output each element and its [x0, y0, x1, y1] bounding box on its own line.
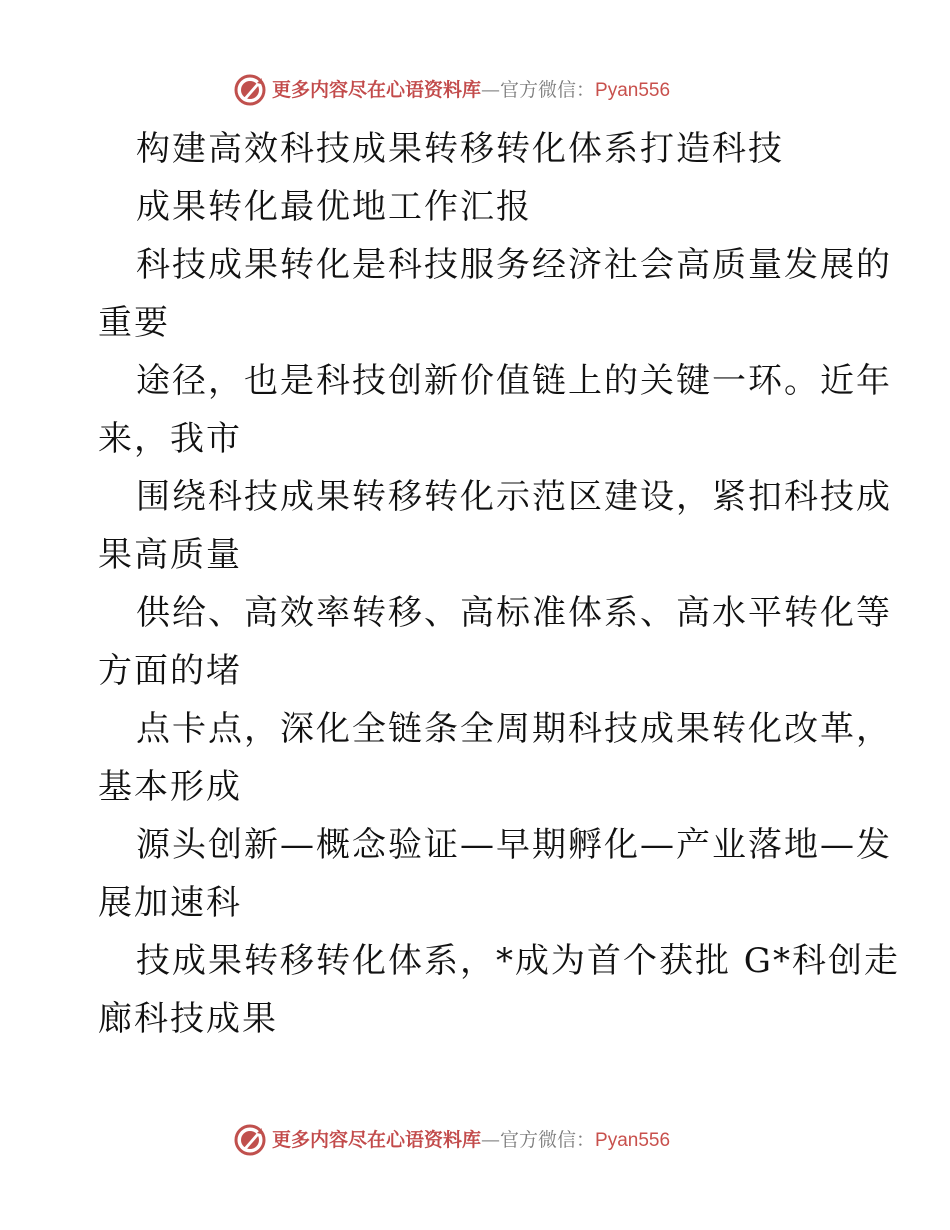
paragraph-line: 点卡点，深化全链条全周期科技成果转化改革，: [136, 709, 892, 749]
paragraph-line: 展加速科: [98, 883, 242, 923]
paragraph-line: 源头创新—概念验证—早期孵化—产业落地—发: [136, 825, 892, 865]
banner-dash: —: [481, 79, 501, 101]
banner-slogan: 更多内容尽在心语资料库: [272, 79, 482, 101]
footer-banner: [0, 1120, 950, 1160]
banner-wechat-label: 官方微信：: [500, 1129, 596, 1151]
paragraph-line: 重要: [98, 303, 170, 343]
quill-logo-icon: [233, 73, 267, 107]
document-title-line-2: 成果转化最优地工作汇报: [136, 187, 532, 227]
banner-slogan: 更多内容尽在心语资料库: [272, 1129, 482, 1151]
paragraph-line: 技成果转移转化体系，*成为首个获批 G*科创走: [136, 941, 900, 981]
paragraph-line: 果高质量: [98, 535, 242, 575]
quill-logo-icon: [233, 1123, 267, 1157]
paragraph-line: 来，我市: [98, 419, 242, 459]
paragraph-line: 廊科技成果: [98, 999, 278, 1039]
paragraph-line: 方面的堵: [98, 651, 242, 691]
header-banner: [0, 70, 950, 110]
banner-wechat-id: Pyan556: [595, 1130, 671, 1151]
banner-dash: —: [481, 1129, 501, 1151]
banner-text: [272, 78, 670, 103]
banner-wechat-id: Pyan556: [595, 80, 671, 101]
paragraph-line: 途径，也是科技创新价值链上的关键一环。近年: [136, 361, 892, 401]
banner-wechat-label: 官方微信：: [500, 79, 596, 101]
paragraph-line: 科技成果转化是科技服务经济社会高质量发展的: [136, 245, 892, 285]
paragraph-line: 基本形成: [98, 767, 242, 807]
paragraph-line: 供给、高效率转移、高标准体系、高水平转化等: [136, 593, 892, 633]
paragraph-line: 围绕科技成果转移转化示范区建设，紧扣科技成: [136, 477, 892, 517]
document-title-line-1: 构建高效科技成果转移转化体系打造科技: [136, 129, 784, 169]
banner-text: [272, 1128, 670, 1153]
